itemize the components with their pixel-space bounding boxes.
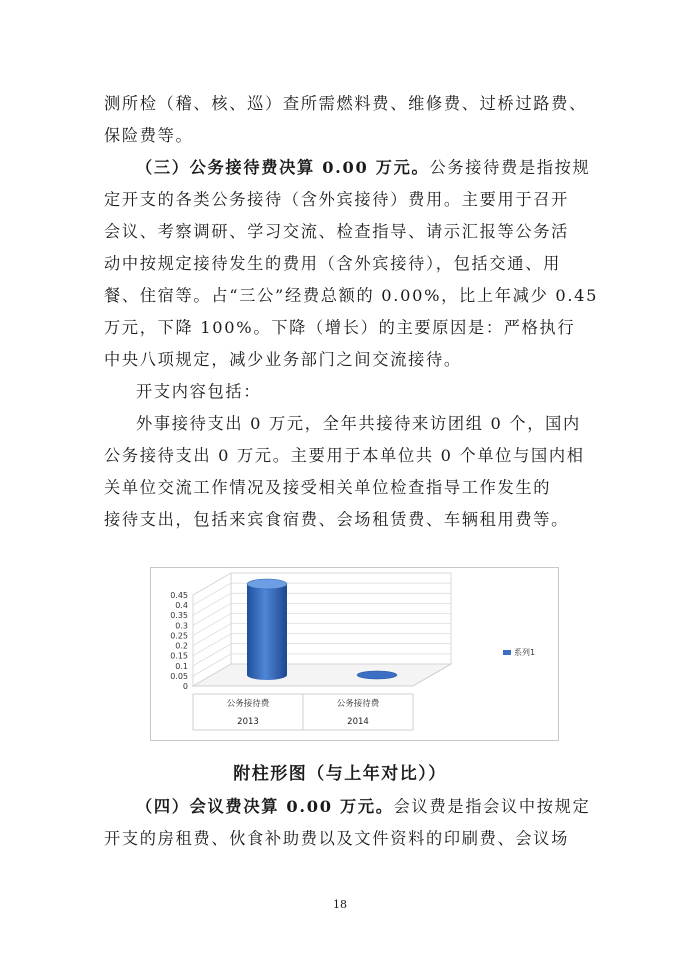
paragraph-line: 接待支出，包括来宾食宿费、会场租赁费、车辆租用费等。 [104, 510, 570, 529]
chart-svg [151, 568, 558, 740]
paragraph-line: 餐、住宿等。占“三公”经费总额的 0.00%，比上年减少 0.45 [104, 286, 599, 305]
y-tick-label: 0.35 [170, 611, 188, 621]
y-tick-label: 0.3 [175, 621, 188, 631]
paragraph-line: 会议、考察调研、学习交流、检查指导、请示汇报等公务活 [104, 222, 570, 241]
bar-cylinder-flat [357, 671, 397, 679]
x-group-label: 2013 [237, 717, 259, 727]
y-tick-label: 0.2 [175, 641, 188, 651]
paragraph-text: 会议费是指会议中按规定 [393, 797, 591, 816]
section-heading: （四）会议费决算 0.00 万元。 [136, 797, 394, 816]
chart-floor [193, 664, 451, 686]
paragraph-line: 中央八项规定，减少业务部门之间交流接待。 [104, 350, 462, 369]
section-heading: （三）公务接待费决算 0.00 万元。 [136, 158, 430, 177]
y-tick-label: 0.25 [170, 631, 188, 641]
bar-cylinder-top [247, 579, 287, 589]
paragraph-line [136, 158, 591, 178]
paragraph-line: 测所检（稽、核、巡）查所需燃料费、维修费、过桥过路费、 [104, 94, 587, 113]
paragraph-line: 外事接待支出 0 万元，全年共接待来访团组 0 个，国内 [136, 414, 581, 433]
y-tick-label: 0.15 [170, 651, 188, 661]
paragraph-line: 万元，下降 100%。下降（增长）的主要原因是：严格执行 [104, 318, 576, 337]
paragraph-line [136, 797, 591, 817]
page-number: 18 [333, 898, 347, 911]
paragraph-line: 开支的房租费、伙食补助费以及文件资料的印刷费、会议场 [104, 829, 570, 848]
legend-label: 系列1 [514, 648, 536, 657]
paragraph-text: 公务接待费是指按规 [429, 158, 591, 177]
bar-chart [150, 567, 559, 741]
figure-caption: 附柱形图（与上年对比）） [233, 764, 447, 784]
paragraph-line: 关单位交流工作情况及接受相关单位检查指导工作发生的 [104, 478, 552, 497]
bar-cylinder [247, 584, 287, 680]
x-group-label: 2014 [347, 717, 369, 727]
x-category-label: 公务接待费 [336, 699, 380, 709]
paragraph-line: 保险费等。 [104, 126, 194, 145]
y-tick-label: 0.1 [175, 661, 188, 671]
y-tick-label: 0.45 [170, 591, 188, 600]
paragraph-line: 定开支的各类公务接待（含外宾接待）费用。主要用于召开 [104, 190, 570, 209]
paragraph-line: 动中按规定接待发生的费用（含外宾接待），包括交通、用 [104, 254, 561, 273]
y-tick-label: 0.05 [170, 671, 188, 681]
paragraph-line: 公务接待支出 0 万元。主要用于本单位共 0 个单位与国内相 [104, 446, 585, 465]
legend-swatch [503, 650, 511, 655]
y-tick-label: 0.4 [175, 601, 188, 611]
x-category-label: 公务接待费 [226, 699, 270, 709]
paragraph-line: 开支内容包括： [136, 382, 262, 401]
y-tick-label: 0 [182, 682, 188, 691]
